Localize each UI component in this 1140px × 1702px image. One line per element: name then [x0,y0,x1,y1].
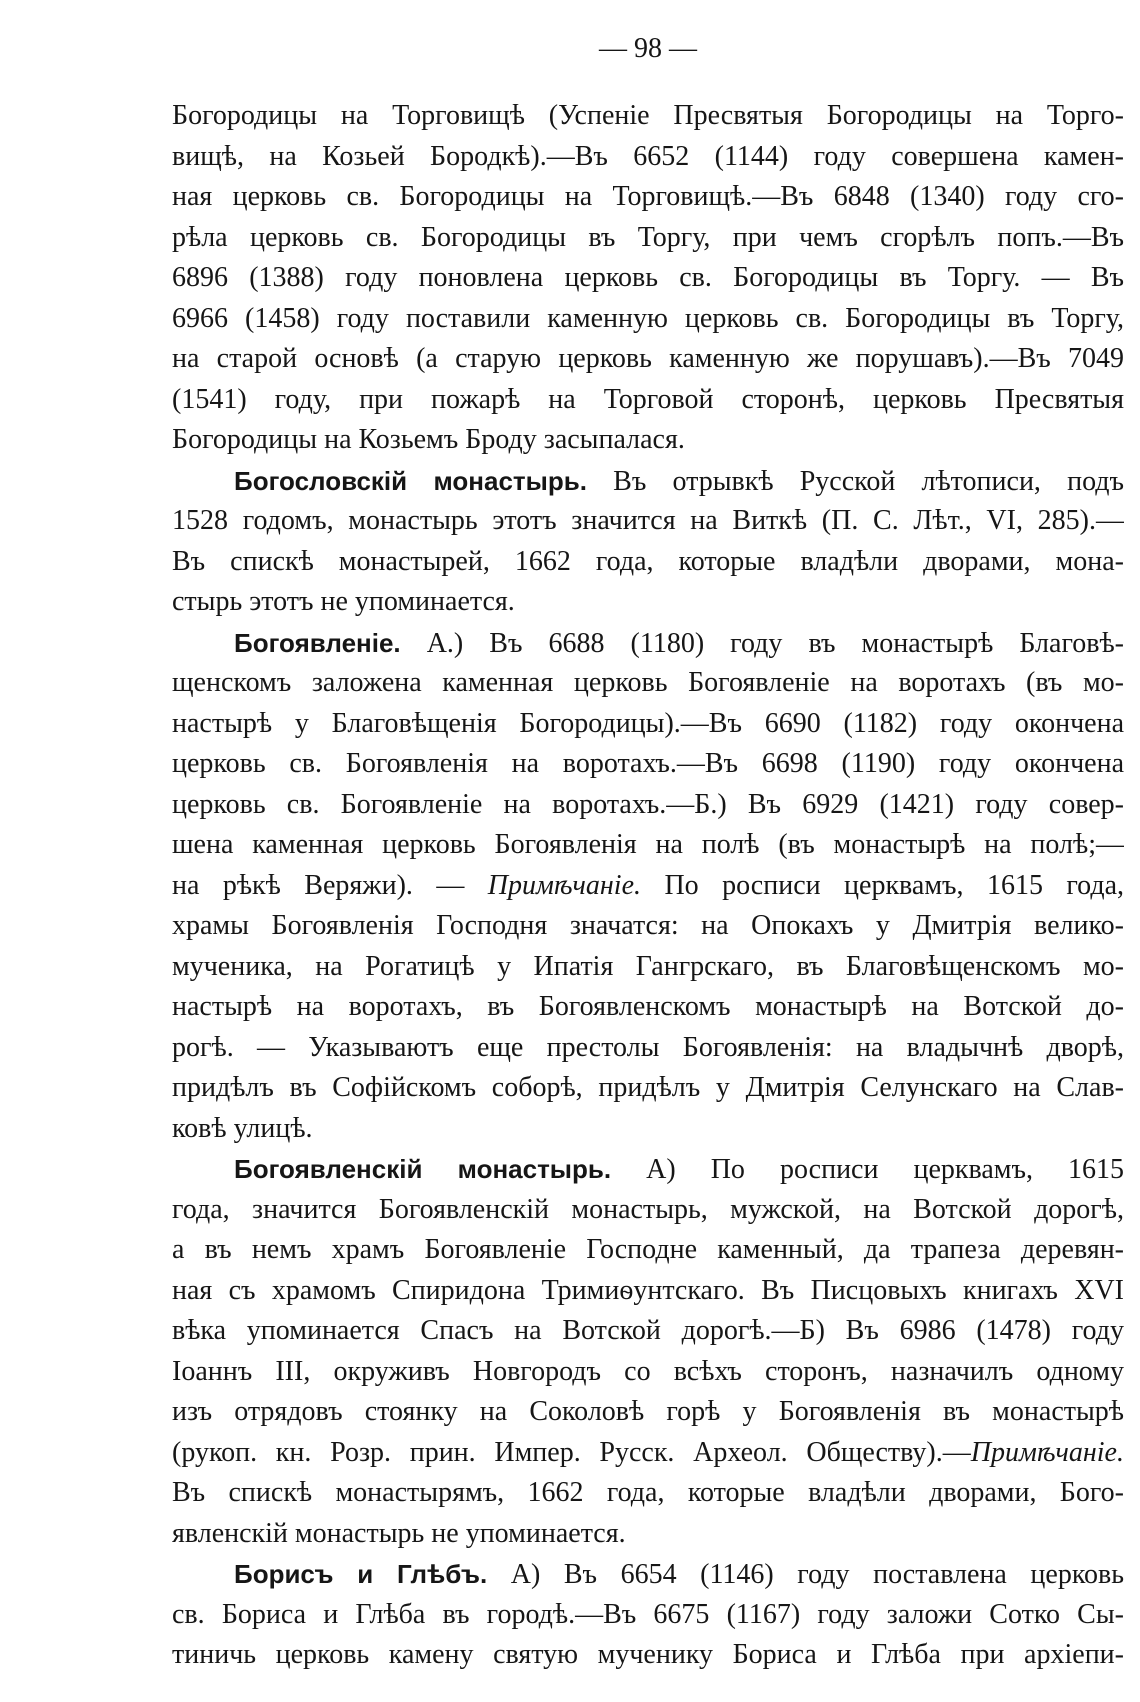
line-text: А.) Въ 6688 (1180) году въ монастырѣ Благовѣ- [426,627,1124,659]
text-line: стырь этотъ не упоминается. [172,586,515,617]
text-column [172,96,1124,1676]
text-line: церковь св. Богоявленіе на воротахъ.—Б.) Въ 6929 (1421) году совер- [172,788,1124,820]
paragraph [172,461,1124,623]
note-label: Примѣчаніе. [487,869,642,901]
paragraph [172,1149,1124,1554]
text-line: щенскомъ заложена каменная церковь Богоявленіе на воротахъ (въ мо- [172,667,1124,698]
text-line: 1528 годомъ, монастырь этотъ значится на Виткѣ (П. С. Лѣт., VI, 285).— [172,505,1124,536]
text-line: Богородицы на Козьемъ Броду засыпалася. [172,424,685,455]
text-line: св. Бориса и Глѣба въ городѣ.—Въ 6675 (1167) году заложи Сотко Сы- [172,1598,1124,1630]
entry-heading: Богоявленскій монастырь. [234,1154,612,1184]
line-text: По росписи церквамъ, 1615 года, [664,869,1124,901]
note-label: Примѣчаніе. [970,1436,1124,1468]
text-line: ная церковь св. Богородицы на Торговищѣ.—Въ 6848 (1340) году сго- [172,181,1124,212]
text-line: настырѣ у Благовѣщенія Богородицы).—Въ 6690 (1182) году окончена [172,707,1124,739]
line-text: (рукоп. кн. Розр. прин. Импер. Русск. Археол. Обществу).— [172,1436,971,1468]
text-line [172,1554,1124,1595]
text-line: ная съ храмомъ Спиридона Тримиѳунтскаго. Въ Писцовыхъ книгахъ XVI [172,1274,1124,1306]
paragraph [172,96,1124,461]
text-line: шена каменная церковь Богоявленія на полѣ (въ монастырѣ на полѣ;— [172,829,1124,860]
entry-heading: Богословскій монастырь. [234,465,587,496]
text-line: ковѣ улицѣ. [172,1112,313,1144]
text-line: (1541) году, при пожарѣ на Торговой сторонѣ, церковь Пресвятыя [172,383,1124,415]
text-line: а въ немъ храмъ Богоявленіе Господне каменный, да трапеза деревян- [172,1234,1124,1265]
line-text: Въ отрывкѣ Русской лѣтописи, подъ [613,465,1124,497]
text-line: на старой основѣ (а старую церковь каменную же порушавъ).—Въ 7049 [172,343,1124,374]
text-line: года, значится Богоявленскій монастырь, мужской, на Вотской дорогѣ, [172,1193,1124,1225]
text-line: церковь св. Богоявленія на воротахъ.—Въ 6698 (1190) году окончена [172,748,1124,779]
paragraph [172,623,1124,1150]
text-line: изъ отрядовъ стоянку на Соколовѣ горѣ у Богоявленія въ монастырѣ [172,1396,1124,1427]
text-line: явленскій монастырь не упоминается. [172,1517,626,1549]
text-line: Іоаннъ III, окруживъ Новгородъ со всѣхъ сторонъ, назначилъ одному [172,1355,1124,1387]
line-text: А) Въ 6654 (1146) году поставлена церковь [510,1559,1124,1590]
text-line: тиничь церковь камену святую мученику Бориса и Глѣба при архіепи- [172,1639,1124,1670]
text-line: Въ спискѣ монастырей, 1662 года, которые владѣли дворами, мона- [172,545,1124,577]
text-line: Богородицы на Торговищѣ (Успеніе Пресвятыя Богородицы на Торго- [172,100,1124,131]
text-line: вѣка упоминается Спасъ на Вотской дорогѣ.—Б) Въ 6986 (1478) году [172,1315,1124,1346]
text-line: 6966 (1458) году поставили каменную церковь св. Богородицы въ Торгу, [172,302,1124,334]
text-line: храмы Богоявленія Господня значатся: на Опокахъ у Дмитрія велико- [172,910,1124,941]
text-line [172,461,1124,502]
text-line: 6896 (1388) году поновлена церковь св. Богородицы въ Торгу. — Въ [172,262,1124,293]
entry-heading: Борисъ и Глѣбъ. [234,1559,488,1589]
text-line: рѣла церковь св. Богородицы въ Торгу, при чемъ сгорѣлъ попъ.—Въ [172,221,1124,253]
line-text: А) По росписи церквамъ, 1615 [646,1154,1124,1185]
text-line: вищѣ, на Козьей Бородкѣ).—Въ 6652 (1144) году совершена камен- [172,140,1124,172]
text-line [172,1149,1124,1190]
text-line: настырѣ на воротахъ, въ Богоявленскомъ монастырѣ на Вотской до- [172,991,1124,1022]
text-line: рогѣ. — Указываютъ еще престолы Богоявленія: на владычнѣ дворѣ, [172,1031,1124,1063]
paragraph [172,1554,1124,1676]
entry-heading: Богоявленіе. [234,627,401,658]
text-line: мученика, на Рогатицѣ у Ипатія Гангрскаго, въ Благовѣщенскомъ мо- [172,950,1124,982]
line-text: на рѣкѣ Веряжи). — [172,869,465,901]
page-number: — 98 — [599,33,697,64]
text-line [172,866,1124,907]
text-line: Въ спискѣ монастырямъ, 1662 года, которые владѣли дворами, Бого- [172,1477,1124,1508]
text-line [172,1433,1124,1474]
text-line: придѣлъ въ Софійскомъ соборѣ, придѣлъ у Дмитрія Селунскаго на Слав- [172,1072,1124,1103]
text-line [172,623,1124,664]
